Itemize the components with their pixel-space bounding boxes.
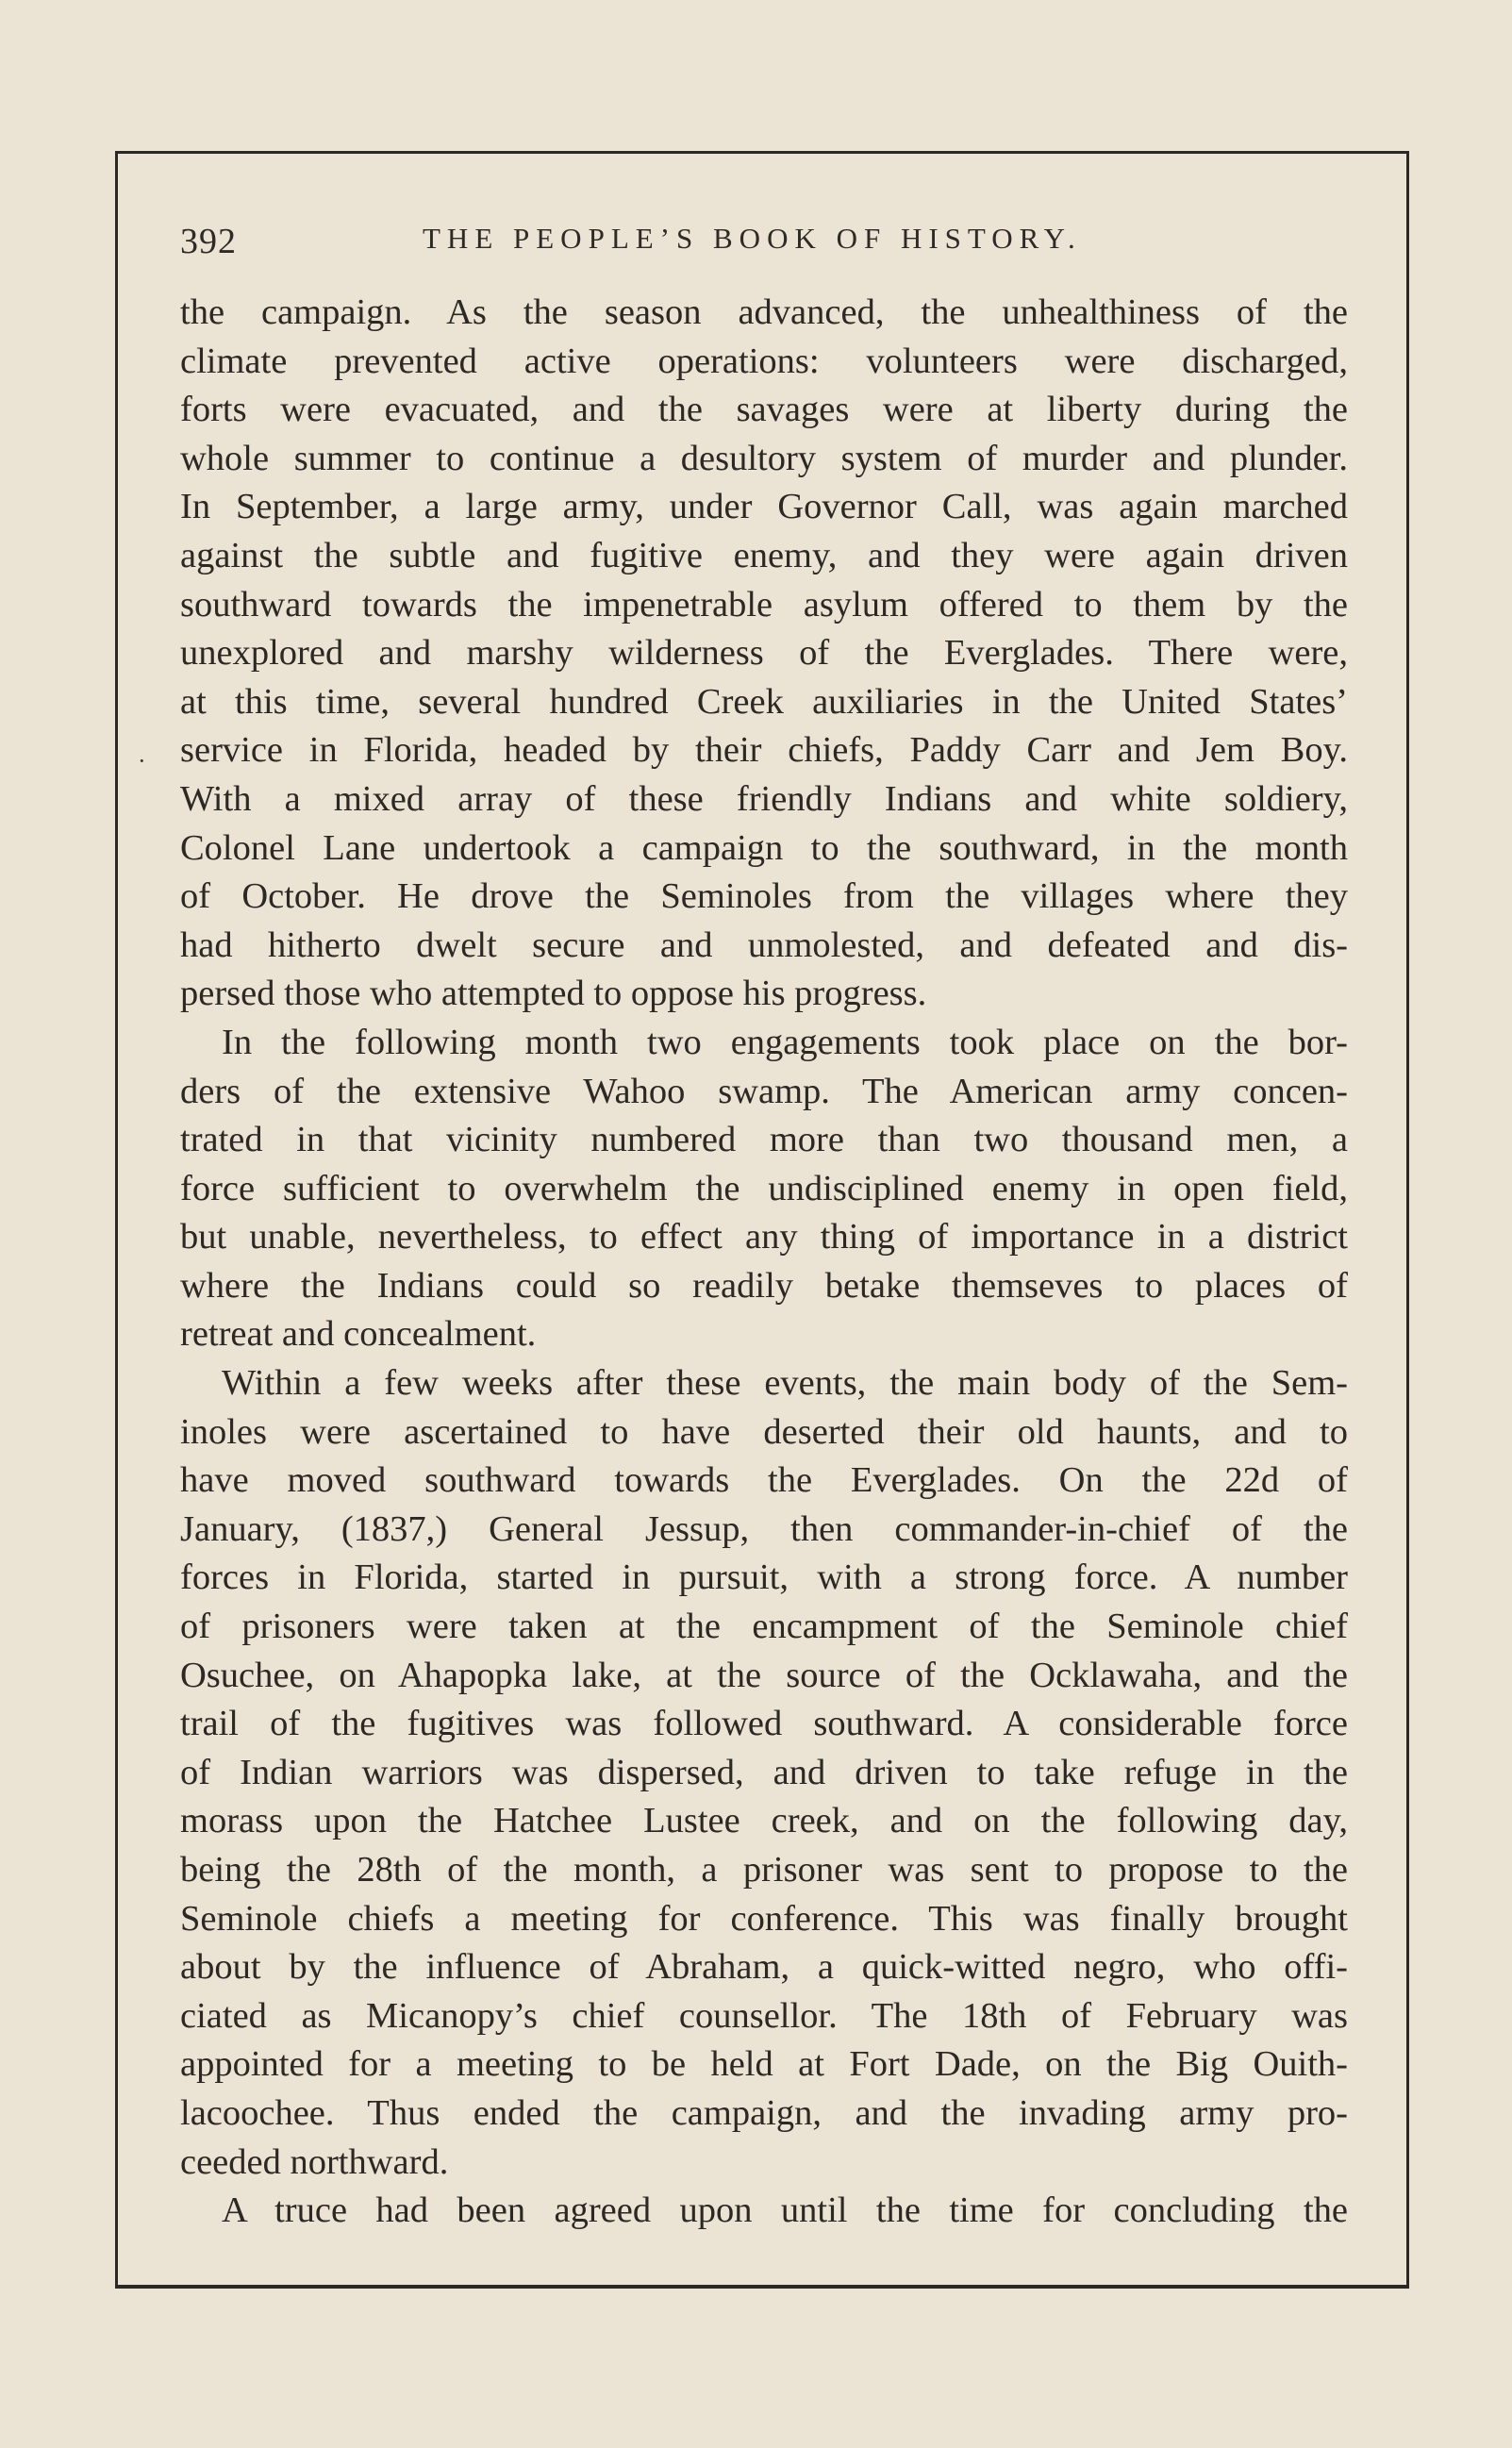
text-line: trated in that vicinity numbered more than two thousand men, a (180, 1120, 1348, 1160)
text-line: whole summer to continue a desultory system of murder and plunder. (180, 438, 1348, 478)
text-line: force sufficient to overwhelm the undisciplined enemy in open field, (180, 1168, 1348, 1208)
text-line: the campaign. As the season advanced, the unhealthiness of the (180, 292, 1348, 332)
text-line: forces in Florida, started in pursuit, with a strong force. A number (180, 1557, 1348, 1598)
text-line: service in Florida, headed by their chiefs, Paddy Carr and Jem Boy. (180, 730, 1348, 771)
text-line: trail of the fugitives was followed southward. A considerable force (180, 1704, 1348, 1744)
text-line: of October. He drove the Seminoles from the villages where they (180, 876, 1348, 917)
text-line: southward towards the impenetrable asylum offered to them by the (180, 584, 1348, 624)
text-line: about by the influence of Abraham, a quick-witted negro, who offi- (180, 1947, 1348, 1988)
text-line: of Indian warriors was dispersed, and driven to take refuge in the (180, 1752, 1348, 1792)
text-line: unexplored and marshy wilderness of the Everglades. There were, (180, 633, 1348, 674)
text-line: In the following month two engagements took place on the bor- (222, 1022, 1348, 1062)
text-line: have moved southward towards the Everglades. On the 22d of (180, 1460, 1348, 1501)
text-line: In September, a large army, under Governor Call, was again marched (180, 487, 1348, 527)
text-line: of prisoners were taken at the encampment of the Seminole chief (180, 1607, 1348, 1647)
text-line: being the 28th of the month, a prisoner was sent to propose to the (180, 1850, 1348, 1890)
text-line: ders of the extensive Wahoo swamp. The American army concen- (180, 1071, 1348, 1111)
text-line: persed those who attempted to oppose his progress. (180, 974, 927, 1014)
body-text (180, 289, 1348, 2236)
text-line: ceeded northward. (180, 2141, 449, 2182)
text-line: against the subtle and fugitive enemy, and they were again driven (180, 535, 1348, 575)
text-line: climate prevented active operations: volunteers were discharged, (180, 341, 1348, 381)
text-line: A truce had been agreed upon until the time for concluding the (222, 2190, 1348, 2231)
text-line: forts were evacuated, and the savages were at liberty during the (180, 390, 1348, 430)
text-line: Osuchee, on Ahapopka lake, at the source of the Ocklawaha, and the (180, 1655, 1348, 1695)
text-line: appointed for a meeting to be held at Fort Dade, on the Big Ouith- (180, 2044, 1348, 2085)
text-line: Seminole chiefs a meeting for conference. This was finally brought (180, 1898, 1348, 1939)
text-line: lacoochee. Thus ended the campaign, and the invading army pro- (180, 2092, 1348, 2133)
running-head (177, 215, 1347, 272)
text-line: January, (1837,) General Jessup, then commander-in-chief of the (180, 1508, 1348, 1549)
running-title: THE PEOPLE’S BOOK OF HISTORY. (423, 222, 1082, 255)
text-line: inoles were ascertained to have deserted their old haunts, and to (180, 1411, 1348, 1452)
text-line: had hitherto dwelt secure and unmolested, and defeated and dis- (180, 924, 1348, 965)
text-line: morass upon the Hatchee Lustee creek, and on the following day, (180, 1801, 1348, 1841)
text-line: Colonel Lane undertook a campaign to the southward, in the month (180, 827, 1348, 868)
page-number: 392 (180, 222, 237, 261)
text-line: Within a few weeks after these events, the main body of the Sem- (222, 1363, 1348, 1404)
text-line: at this time, several hundred Creek auxiliaries in the United States’ (180, 681, 1348, 722)
text-line: but unable, nevertheless, to effect any thing of importance in a district (180, 1217, 1348, 1257)
text-line: ciated as Micanopy’s chief counsellor. The 18th of February was (180, 1995, 1348, 2036)
text-line: With a mixed array of these friendly Indians and white soldiery, (180, 778, 1348, 819)
text-line: retreat and concealment. (180, 1314, 537, 1355)
text-line: where the Indians could so readily betake themseves to places of (180, 1265, 1348, 1306)
margin-mark: · (138, 747, 146, 774)
